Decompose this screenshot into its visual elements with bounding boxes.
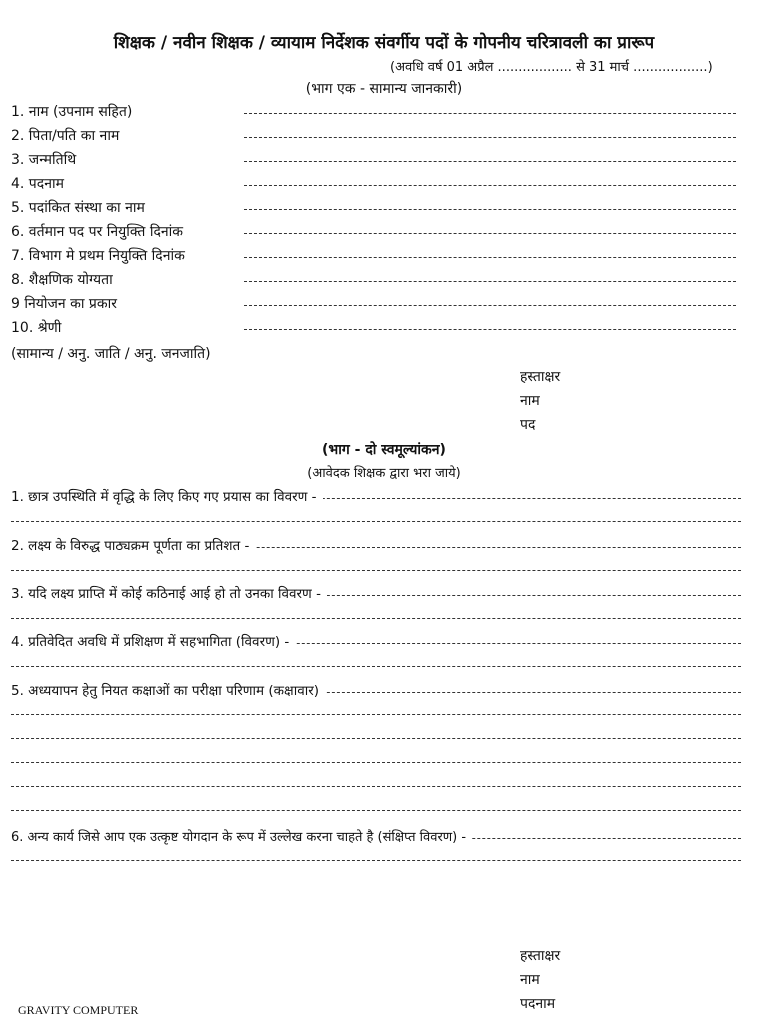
part2-heading: (भाग - दो स्वमूल्यांकन) <box>322 442 446 458</box>
field-blank-line[interactable] <box>244 209 736 210</box>
category-note: (सामान्य / अनु. जाति / अनु. जनजाति) <box>11 346 211 362</box>
field-blank-line[interactable] <box>244 281 736 282</box>
answer-line[interactable] <box>11 570 741 571</box>
answer-line[interactable] <box>11 714 741 715</box>
field-label: 5. पदांकित संस्था का नाम <box>11 200 145 216</box>
signature-label: हस्ताक्षर <box>520 948 561 964</box>
signature-label: हस्ताक्षर <box>520 369 561 385</box>
question-4: 4. प्रतिवेदित अवधि में प्रशिक्षण में सहभागिता (विवरण) - <box>11 632 295 650</box>
field-label: 10. श्रेणी <box>11 320 62 336</box>
answer-line[interactable] <box>11 786 741 787</box>
designation-label: पदनाम <box>520 996 556 1012</box>
name-label: नाम <box>520 972 540 988</box>
name-label: नाम <box>520 393 540 409</box>
question-6: 6. अन्य कार्य जिसे आप एक उत्कृष्ट योगदान के रूप में उल्लेख करना चाहते है (संक्षिप्त विवरण) - <box>11 827 472 845</box>
answer-line[interactable] <box>11 810 741 811</box>
answer-line[interactable] <box>11 666 741 667</box>
field-label: 9 नियोजन का प्रकार <box>11 296 118 312</box>
answer-line[interactable] <box>11 618 741 619</box>
form-title: शिक्षक / नवीन शिक्षक / व्यायाम निर्देशक संवर्गीय पदों के गोपनीय चरित्रावली का प्रारूप <box>113 33 655 53</box>
field-label: 1. नाम (उपनाम सहित) <box>11 104 133 120</box>
field-label: 7. विभाग मे प्रथम नियुक्ति दिनांक <box>11 248 185 264</box>
part2-subheading: (आवेदक शिक्षक द्वारा भरा जाये) <box>307 466 461 481</box>
field-blank-line[interactable] <box>244 233 736 234</box>
part1-heading: (भाग एक - सामान्य जानकारी) <box>305 81 463 97</box>
field-label: 2. पिता/पति का नाम <box>11 128 120 144</box>
field-blank-line[interactable] <box>244 305 736 306</box>
field-label: 8. शैक्षणिक योग्यता <box>11 272 113 288</box>
answer-line[interactable] <box>11 762 741 763</box>
field-blank-line[interactable] <box>244 257 736 258</box>
field-blank-line[interactable] <box>244 329 736 330</box>
field-blank-line[interactable] <box>244 113 736 114</box>
field-label: 4. पदनाम <box>11 176 64 192</box>
post-label: पद <box>520 417 536 433</box>
answer-line[interactable] <box>11 521 741 522</box>
field-label: 3. जन्मतिथि <box>11 152 77 168</box>
field-blank-line[interactable] <box>244 137 736 138</box>
field-blank-line[interactable] <box>244 161 736 162</box>
answer-line[interactable] <box>11 860 741 861</box>
question-3: 3. यदि लक्ष्य प्राप्ति में कोई कठिनाई आई हो तो उनका विवरण - <box>11 584 327 602</box>
answer-line[interactable] <box>11 738 741 739</box>
question-5: 5. अध्ययापन हेतु नियत कक्षाओं का परीक्षा परिणाम (कक्षावार) <box>11 681 325 699</box>
period-line: (अवधि वर्ष 01 अप्रैल .................. से 31 मार्च ..................) <box>390 60 713 75</box>
field-label: 6. वर्तमान पद पर नियुक्ति दिनांक <box>11 224 184 240</box>
question-2: 2. लक्ष्य के विरुद्ध पाठ्यक्रम पूर्णता का प्रतिशत - <box>11 536 255 554</box>
field-blank-line[interactable] <box>244 185 736 186</box>
footer-text: GRAVITY COMPUTER <box>18 1003 139 1017</box>
question-1: 1. छात्र उपस्थिति में वृद्धि के लिए किए गए प्रयास का विवरण - <box>11 487 323 505</box>
